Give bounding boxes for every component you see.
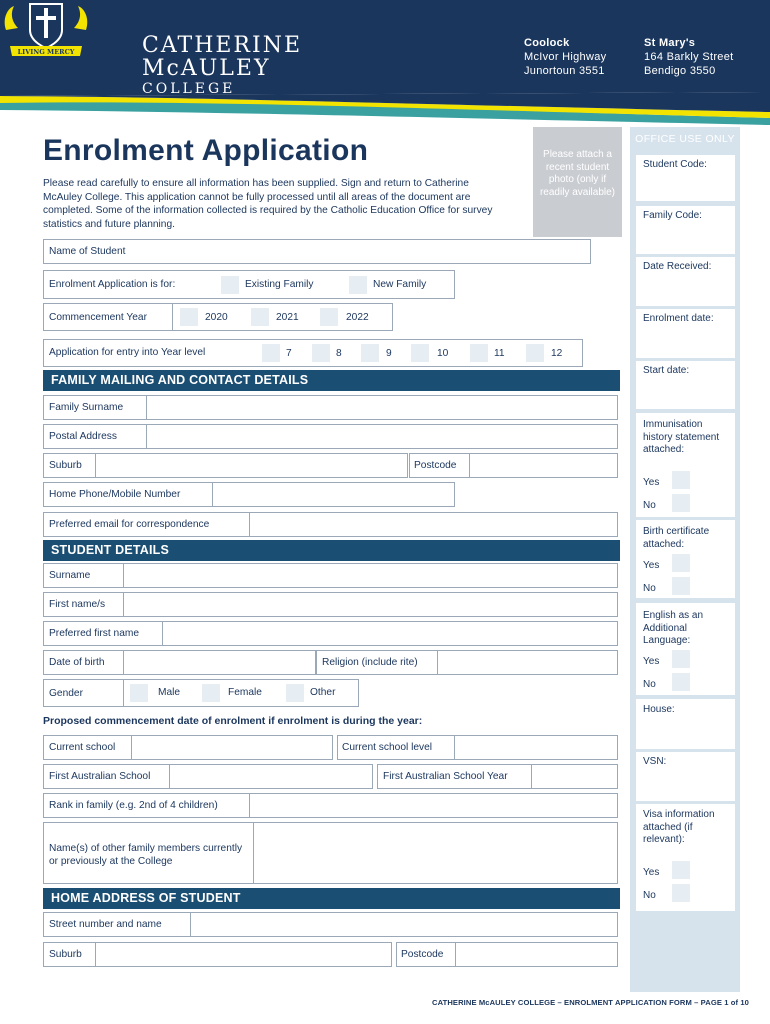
campus-name: St Mary's [644, 37, 696, 49]
year-2022-label: 2022 [346, 312, 369, 323]
first-names-field[interactable] [43, 592, 618, 617]
college-logo-text [142, 34, 302, 98]
yes-label: Yes [643, 477, 660, 488]
vsn-label: VSN: [643, 756, 667, 767]
existing-family-label: Existing Family [245, 279, 314, 290]
campus-address-line: McIvor Highway [524, 51, 607, 63]
field-divider [146, 395, 147, 420]
gender-female-label: Female [228, 687, 262, 698]
immunisation-no-checkbox[interactable] [672, 494, 690, 512]
field-divider [249, 512, 250, 537]
field-divider [123, 563, 124, 588]
campus-address-line: Junortoun 3551 [524, 65, 605, 77]
field-divider [162, 621, 163, 646]
year-2020-label: 2020 [205, 312, 228, 323]
commencement-year-label: Commencement Year [49, 312, 147, 323]
student-surname-field[interactable] [43, 563, 618, 588]
year-7-label: 7 [286, 348, 292, 359]
campus-coolock [524, 36, 606, 78]
first-aus-school-label: First Australian School [49, 771, 151, 782]
logo-line-3: COLLEGE [142, 81, 236, 97]
birth-cert-no-checkbox[interactable] [672, 577, 690, 595]
email-label: Preferred email for correspondence [49, 519, 210, 530]
current-school-label: Current school [49, 742, 116, 753]
visa-label: Visa information attached (if relevant): [643, 809, 715, 845]
field-divider [454, 735, 455, 760]
house-label: House: [643, 704, 675, 715]
postcode-label: Postcode [414, 460, 457, 471]
no-label: No [643, 679, 656, 690]
new-family-label: New Family [373, 279, 427, 290]
field-divider [253, 822, 254, 884]
crest-banner-text: LIVING MERCY [17, 48, 75, 56]
field-divider [169, 764, 170, 789]
logo-line-1: CATHERINE [142, 33, 303, 58]
no-label: No [643, 500, 656, 511]
start-date-label: Start date: [643, 365, 690, 376]
suburb-field[interactable] [43, 453, 408, 478]
field-divider [95, 942, 96, 967]
yes-label: Yes [643, 656, 660, 667]
year-8-label: 8 [336, 348, 342, 359]
field-divider [95, 453, 96, 478]
field-divider [190, 912, 191, 937]
date-of-birth-label: Date of birth [49, 657, 105, 668]
year-11-label: 11 [494, 348, 505, 359]
college-crest-icon [0, 0, 92, 58]
field-divider [172, 303, 173, 331]
gender-male-label: Male [158, 687, 181, 698]
year-9-label: 9 [386, 348, 392, 359]
home-address-section-heading: HOME ADDRESS OF STUDENT [43, 888, 620, 909]
preferred-name-label: Preferred first name [49, 628, 140, 639]
year-12-label: 12 [551, 348, 563, 359]
field-divider [437, 650, 438, 675]
family-surname-label: Family Surname [49, 402, 124, 413]
eal-yes-checkbox[interactable] [672, 650, 690, 668]
field-divider [146, 424, 147, 449]
student-surname-label: Surname [49, 570, 91, 581]
immunisation-label: Immunisation history statement attached: [643, 419, 720, 455]
year-11-checkbox[interactable] [470, 344, 488, 362]
first-names-label: First name/s [49, 599, 106, 610]
year-10-label: 10 [437, 348, 449, 359]
proposed-date-heading: Proposed commencement date of enrolment if enrolment is during the year: [43, 715, 423, 727]
gender-female-checkbox[interactable] [202, 684, 220, 702]
no-label: No [643, 890, 656, 901]
first-aus-school-year-label: First Australian School Year [383, 771, 508, 782]
office-use-title: OFFICE USE ONLY [635, 133, 735, 145]
field-divider [123, 679, 124, 707]
year-level-label: Application for entry into Year level [49, 347, 206, 358]
phone-label: Home Phone/Mobile Number [49, 489, 181, 500]
suburb-label: Suburb [49, 460, 82, 471]
postal-address-label: Postal Address [49, 431, 117, 442]
field-divider [131, 735, 132, 760]
family-section-heading: FAMILY MAILING AND CONTACT DETAILS [43, 370, 620, 391]
date-received-label: Date Received: [643, 261, 712, 272]
year-10-checkbox[interactable] [411, 344, 429, 362]
home-postcode-label: Postcode [401, 949, 444, 960]
family-surname-field[interactable] [43, 395, 618, 420]
gender-label: Gender [49, 688, 83, 699]
home-suburb-label: Suburb [49, 949, 82, 960]
birth-certificate-label: Birth certificate attached: [643, 526, 710, 550]
campus-st-marys [644, 36, 733, 78]
gender-other-label: Other [310, 687, 336, 698]
gender-other-checkbox[interactable] [286, 684, 304, 702]
campus-address-line: 164 Barkly Street [644, 51, 734, 63]
field-divider [123, 650, 124, 675]
enrolment-date-label: Enrolment date: [643, 313, 714, 324]
year-9-checkbox[interactable] [361, 344, 379, 362]
gender-male-checkbox[interactable] [130, 684, 148, 702]
logo-line-2: McAULEY [142, 56, 271, 81]
religion-label: Religion (include rite) [322, 657, 418, 668]
immunisation-yes-checkbox[interactable] [672, 471, 690, 489]
yes-label: Yes [643, 867, 660, 878]
page-title: Enrolment Application [43, 134, 369, 167]
rank-in-family-label: Rank in family (e.g. 2nd of 4 children) [49, 800, 218, 811]
year-2021-checkbox[interactable] [251, 308, 269, 326]
page-footer: CATHERINE McAULEY COLLEGE – ENROLMENT APPLICATION FORM – PAGE 1 of 10 [432, 998, 750, 1007]
visa-no-checkbox[interactable] [672, 884, 690, 902]
field-divider [249, 793, 250, 818]
photo-box-text: Please attach a recent student photo (only if readily available) [539, 149, 616, 198]
field-divider [455, 942, 456, 967]
other-family-members-label: Name(s) of other family members currently or previously at the College [49, 843, 243, 867]
student-code-label: Student Code: [643, 159, 707, 170]
application-for-label: Enrolment Application is for: [49, 279, 176, 290]
year-2020-checkbox[interactable] [180, 308, 198, 326]
field-divider [123, 592, 124, 617]
eal-label: English as an Additional Language: [643, 610, 704, 646]
no-label: No [643, 583, 656, 594]
yes-label: Yes [643, 560, 660, 571]
visa-yes-checkbox[interactable] [672, 861, 690, 879]
postal-address-field[interactable] [43, 424, 618, 449]
page-header [0, 0, 770, 125]
year-8-checkbox[interactable] [312, 344, 330, 362]
field-divider [212, 482, 213, 507]
intro-paragraph: Please read carefully to ensure all information has been supplied. Sign and return to Catherine McAuley College. This application cannot be fully processed until all areas of the document are completed. Some of the information collected is required by the Catholic Education Office for survey statistics and future planning. [43, 178, 493, 230]
street-label: Street number and name [49, 919, 162, 930]
year-12-checkbox[interactable] [526, 344, 544, 362]
current-school-level-label: Current school level [342, 742, 433, 753]
name-of-student-label: Name of Student [49, 246, 126, 257]
field-divider [469, 453, 470, 478]
eal-no-checkbox[interactable] [672, 673, 690, 691]
new-family-checkbox[interactable] [349, 276, 367, 294]
birth-cert-yes-checkbox[interactable] [672, 554, 690, 572]
year-2021-label: 2021 [276, 312, 299, 323]
existing-family-checkbox[interactable] [221, 276, 239, 294]
field-divider [531, 764, 532, 789]
year-2022-checkbox[interactable] [320, 308, 338, 326]
campus-address-line: Bendigo 3550 [644, 65, 716, 77]
family-code-label: Family Code: [643, 210, 702, 221]
campus-name: Coolock [524, 37, 570, 49]
student-photo-box[interactable] [533, 127, 622, 237]
year-7-checkbox[interactable] [262, 344, 280, 362]
student-section-heading: STUDENT DETAILS [43, 540, 620, 561]
